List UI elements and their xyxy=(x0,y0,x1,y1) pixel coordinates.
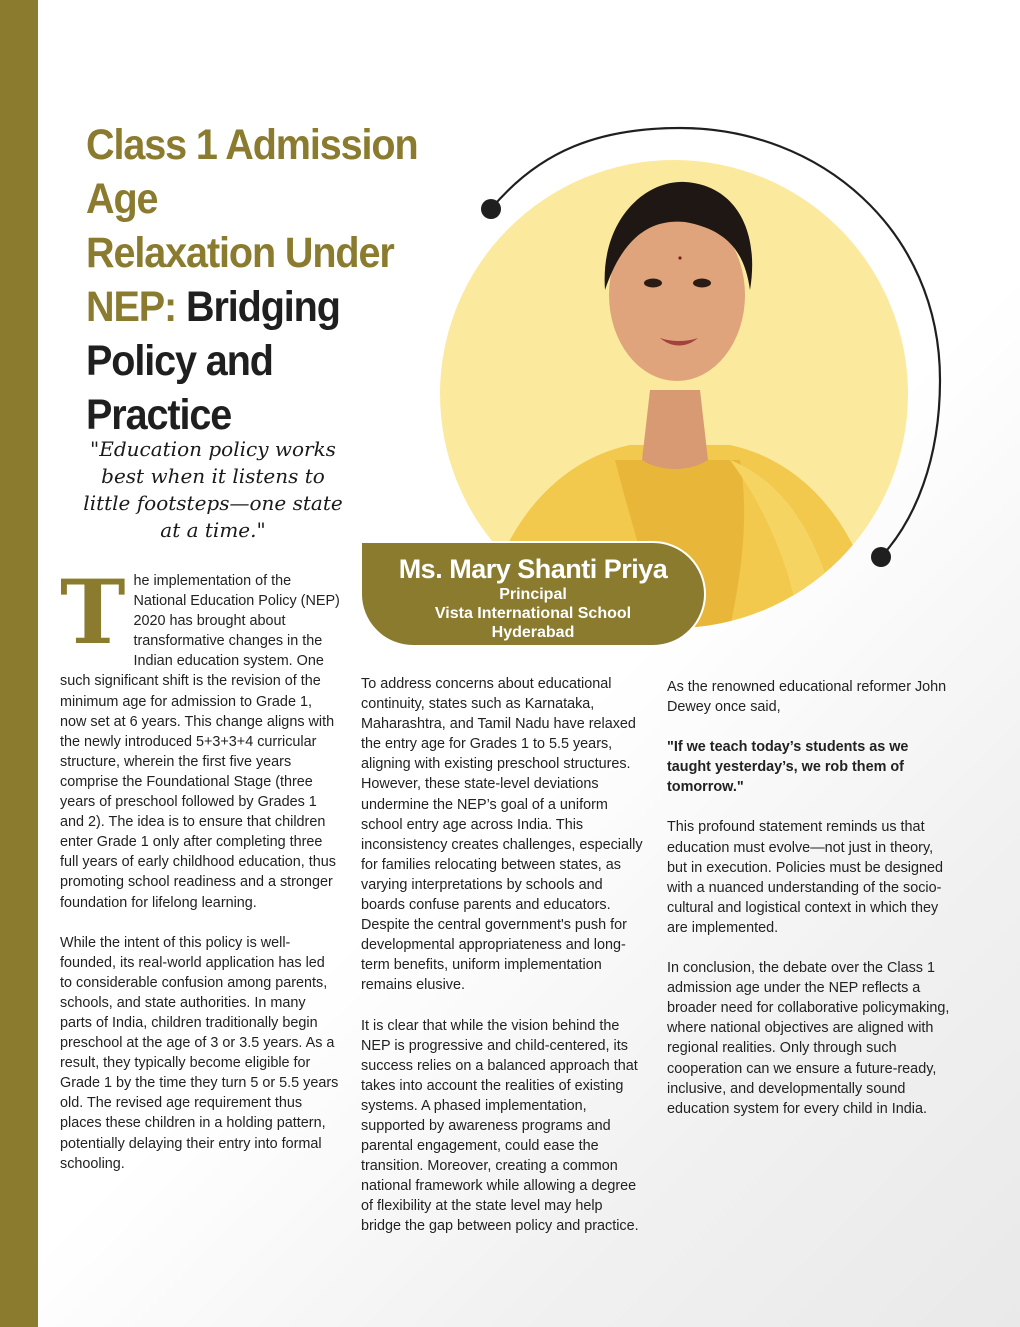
paragraph-7: In conclusion, the debate over the Class 1 admission age under the NEP reflects a broader need for collaborative policymaking, where national objectives are aligned with regional realities. Only through such cooperation can we ensure a future-ready, inclusive, and developmentally sound education system for every child in India. xyxy=(667,960,950,1117)
profile-name-badge xyxy=(360,541,706,647)
title-line-3-accent: NEP: xyxy=(86,283,177,331)
article-title xyxy=(86,118,491,442)
body-column-3 xyxy=(667,677,952,1139)
title-line-5: Practice xyxy=(86,391,232,439)
paragraph-5: As the renowned educational reformer John Dewey once said, xyxy=(667,679,947,716)
pull-quote: "Education policy works best when it listens to little footsteps—one state at a time." xyxy=(83,437,343,542)
dewey-quote: "If we teach today’s students as we taught yesterday’s, we rob them of tomorrow." xyxy=(667,739,909,796)
paragraph-2: While the intent of this policy is well-founded, its real-world application has led to considerable confusion among parents, schools, and state authorities. In many parts of India, children traditionally begin preschool at the age of 3 or 3.5 years. As a result, they typically become eligible for Grade 1 by the time they turn 5 or 5.5 years old. The revised age requirement thus places these children in a holding pattern, potentially delaying their entry into formal schooling. xyxy=(60,934,339,1172)
paragraph-1-text: he implementation of the National Education Policy (NEP) 2020 has brought about transformative changes in the Indian education system. One such significant shift is the revision of the minimum age for admission to Grade 1, now set at 6 years. This change aligns with the newly introduced 5+3+3+4 curricular structure, wherein the first five years comprise the Foundational Stage (three years of preschool followed by Grades 1 and 2). The idea is to ensure that children enter Grade 1 only after completing three full years of early childhood education, thus promoting school readiness and a stronger foundation for lifelong learning. xyxy=(60,573,340,911)
paragraph-6: This profound statement reminds us that education must evolve—not just in theory, but in execution. Policies must be designed with a nuanced understanding of the socio-cultural and logistical context in which they are implemented. xyxy=(667,819,943,936)
profile-name: Ms. Mary Shanti Priya xyxy=(398,554,668,584)
title-line-4: Policy and xyxy=(86,337,273,385)
title-line-1: Class 1 Admission Age xyxy=(86,121,418,223)
drop-cap: T xyxy=(60,560,126,664)
left-accent-bar xyxy=(0,0,38,1327)
title-line-2: Relaxation Under xyxy=(86,229,394,277)
title-line-3-rest: Bridging xyxy=(176,283,340,331)
profile-role: Principal xyxy=(499,586,567,603)
paragraph-4: It is clear that while the vision behind the NEP is progressive and child-centered, its success relies on a balanced approach that takes into account the realities of existing systems. A phased implementation, supported by awareness programs and parental engagement, could ease the transition. Moreover, creating a common national framework while allowing a degree of flexibility at the state level may help bridge the gap between policy and practice. xyxy=(361,1017,639,1235)
profile-city: Hyderabad xyxy=(491,624,575,641)
body-column-2 xyxy=(361,674,646,1257)
paragraph-1 xyxy=(60,560,340,913)
body-column-1 xyxy=(60,560,340,1194)
paragraph-3: To address concerns about educational continuity, states such as Karnataka, Maharashtra, and Tamil Nadu have relaxed the entry age for Grades 1 to 5.5 years, aligning with existing preschool structures. However, these state-level deviations undermine the NEP’s goal of a uniform school entry age across India. This inconsistency creates challenges, especially for families relocating between states, as varying interpretations by schools and boards confuse parents and educators. Despite the central government's push for developmental appropriateness and long-term benefits, uniform implementation remains elusive. xyxy=(361,676,643,994)
profile-school: Vista International School xyxy=(434,605,632,622)
